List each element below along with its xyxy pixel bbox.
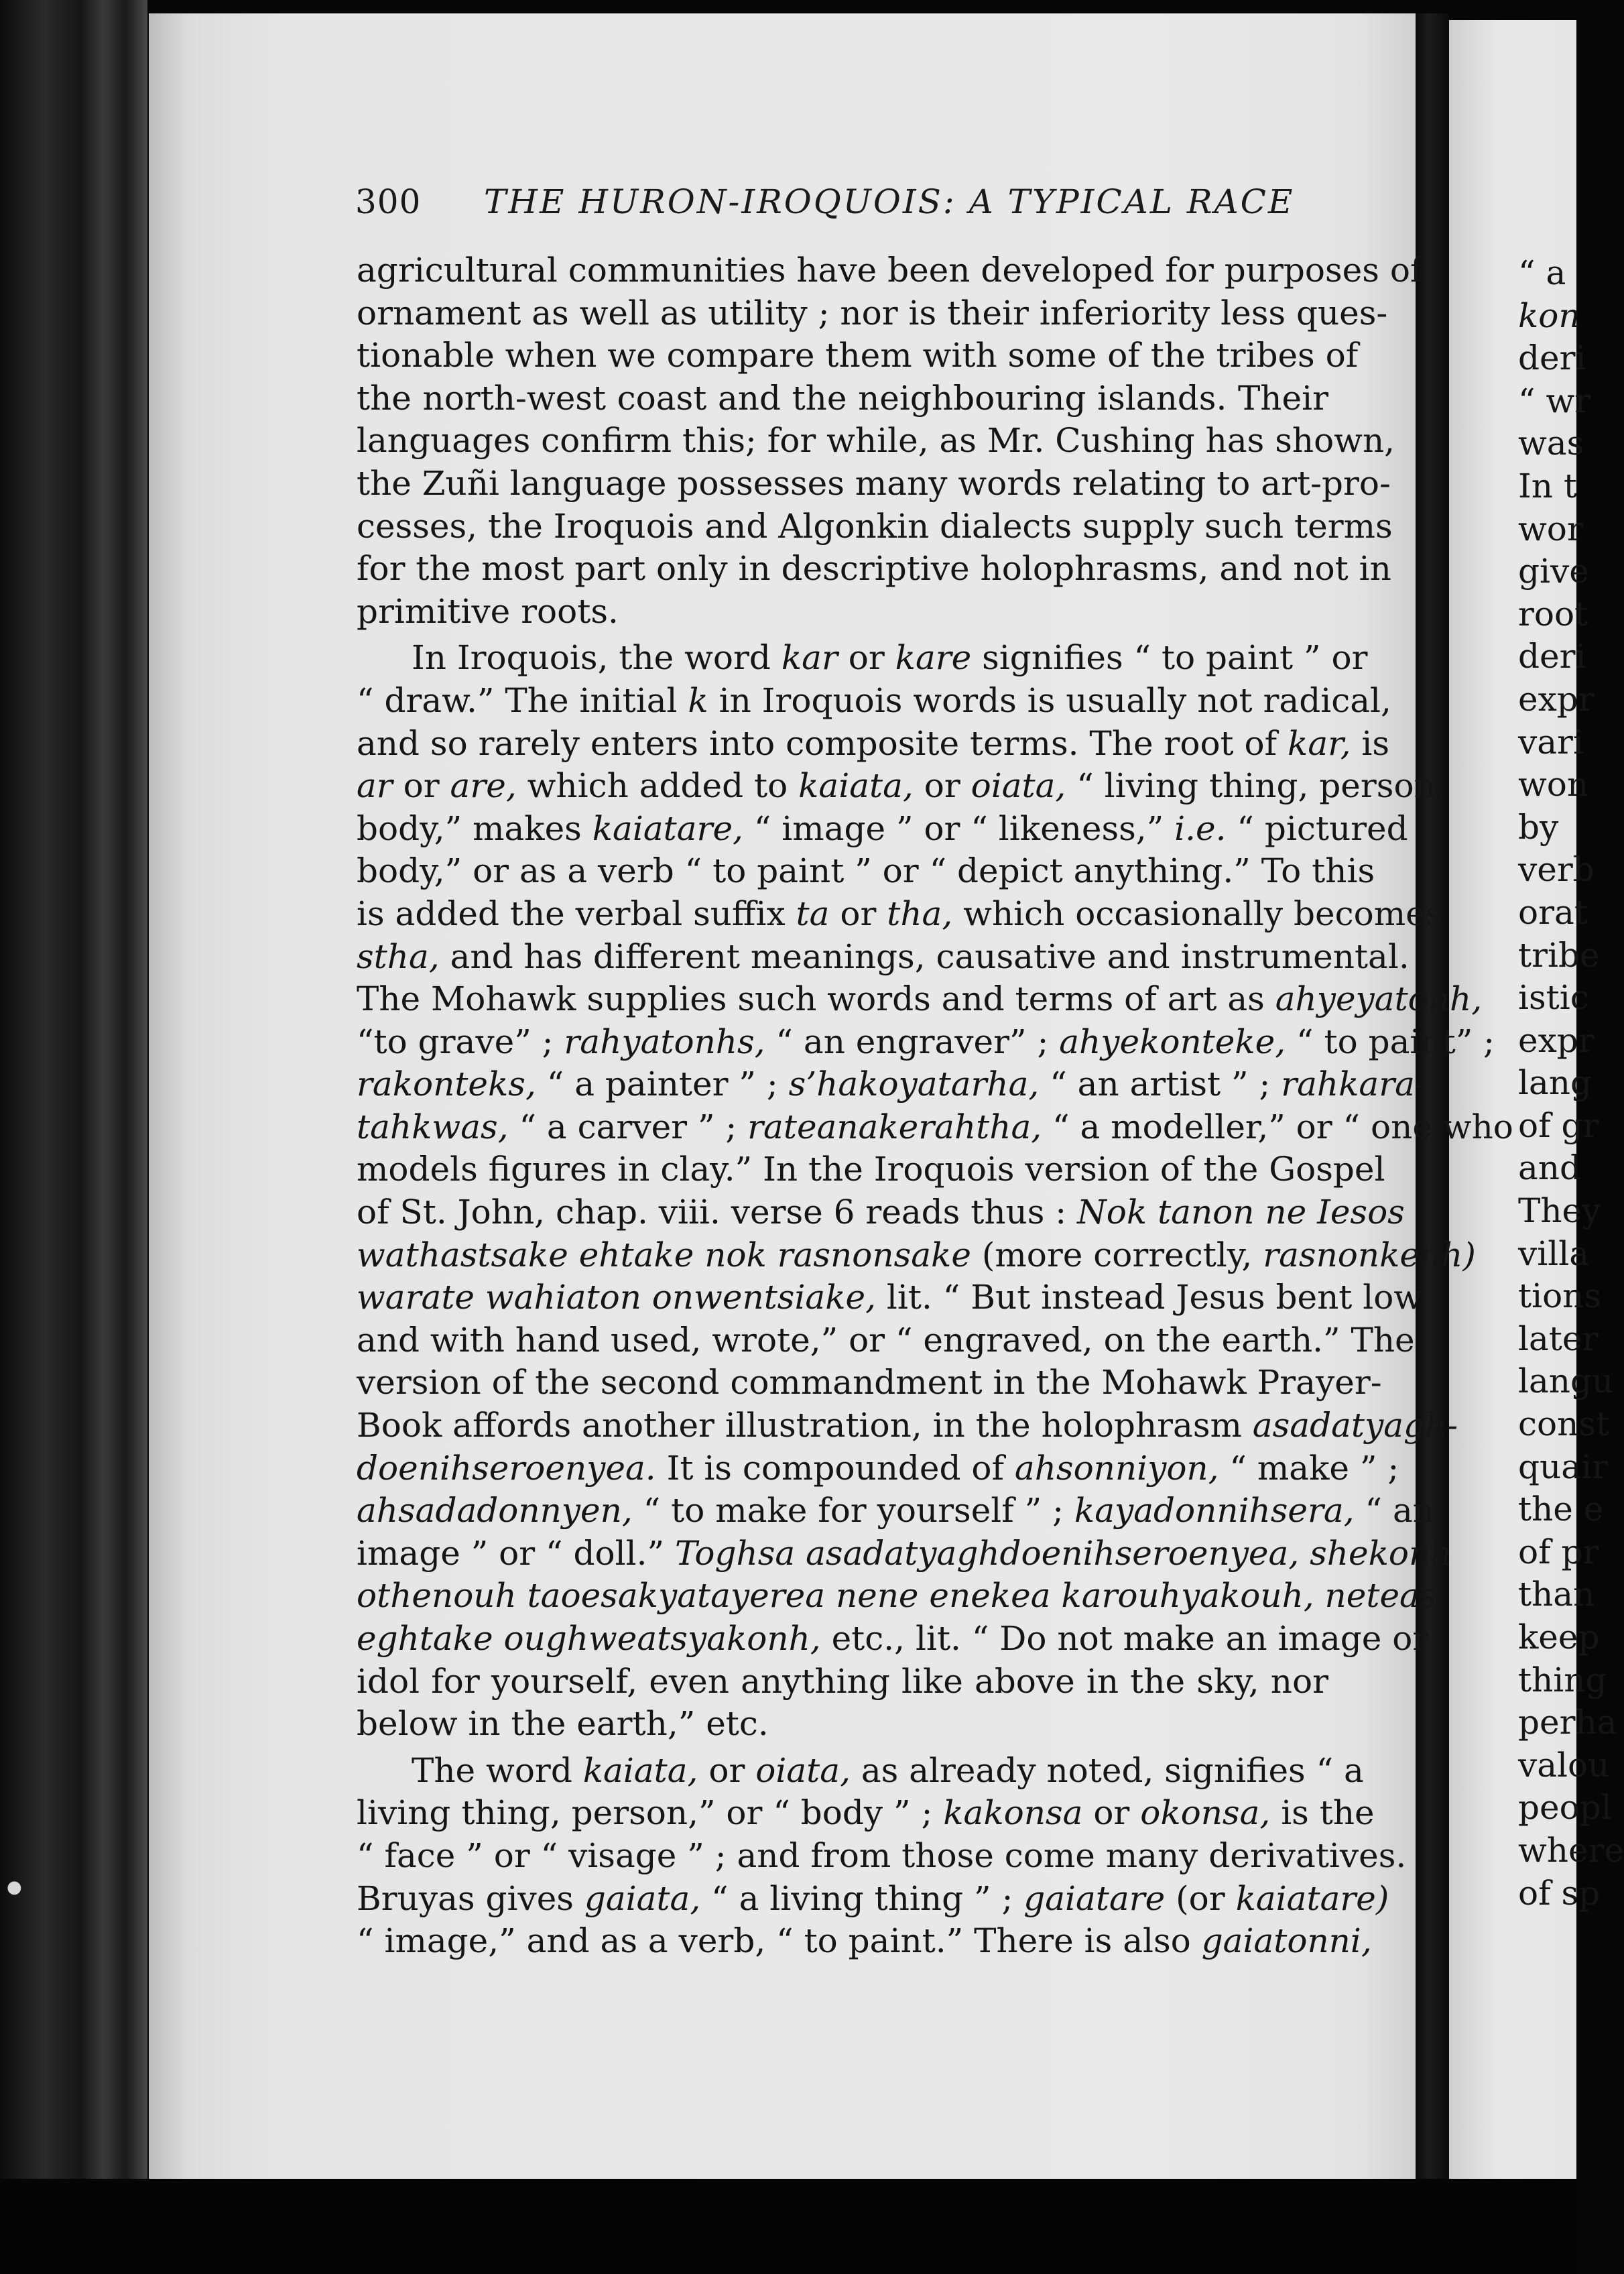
text-run: idol for yourself, even anything like above in the sky, nor <box>357 1661 1328 1701</box>
text-line <box>357 723 1390 766</box>
text-run: “ a modeller,” or “ one who <box>1042 1107 1513 1146</box>
page-header <box>355 182 1295 229</box>
right-page-fragment: kon <box>1518 296 1580 335</box>
text-run: In Iroquois, the word <box>412 638 782 678</box>
text-line <box>357 1362 1382 1404</box>
right-page-fragment: where <box>1518 1830 1624 1870</box>
text-run: Book affords another illustration, in the holophrasm <box>357 1406 1253 1445</box>
italic-term: ta <box>796 894 830 933</box>
right-page-fragment: of sp <box>1518 1873 1601 1913</box>
italic-term: kaiatare) <box>1235 1878 1389 1918</box>
right-page-fragment: of pr <box>1518 1532 1599 1571</box>
text-run: It is compounded of <box>655 1448 1015 1488</box>
text-run: lit. “ But instead Jesus bent low <box>876 1278 1423 1317</box>
book-gutter-left <box>0 0 147 2274</box>
right-page-fragment: deri <box>1518 339 1586 378</box>
right-page-fragment: expr <box>1518 1020 1595 1060</box>
text-run: The word <box>412 1750 583 1790</box>
text-run: or <box>829 894 887 933</box>
italic-term: doenihseroenyea. <box>357 1448 656 1488</box>
italic-term: rakonteks, <box>357 1065 536 1104</box>
italic-term: ahsonniyon, <box>1014 1448 1219 1488</box>
text-line <box>357 1106 1513 1149</box>
italic-term: ahsadadonnyen, <box>357 1491 633 1531</box>
text-run: “ a living thing ” ; <box>700 1878 1024 1918</box>
text-line <box>357 936 1410 979</box>
text-run: is added the verbal suffix <box>357 894 796 933</box>
right-page-fragment: of gr <box>1518 1105 1599 1145</box>
text-run: below in the earth,” etc. <box>357 1704 769 1744</box>
text-run: “ an engraver” ; <box>765 1022 1060 1061</box>
italic-term: s’hakoyatarha, <box>788 1065 1040 1104</box>
right-page-fragment: than <box>1518 1575 1595 1614</box>
text-run: living thing, person,” or “ body ” ; <box>357 1793 944 1833</box>
right-page-fragment: later <box>1518 1319 1599 1358</box>
text-line <box>357 1878 1389 1921</box>
italic-term: kar <box>781 638 838 678</box>
italic-term: gaiatonni, <box>1201 1921 1372 1961</box>
text-line <box>357 1063 1426 1106</box>
italic-term: kare <box>895 638 972 678</box>
text-line <box>357 292 1388 335</box>
text-run: tionable when we compare them with some of the tribes of <box>357 336 1359 375</box>
italic-term: wathastsake ehtake nok rasnonsake <box>357 1235 971 1274</box>
text-line <box>357 1750 1364 1793</box>
text-line <box>357 1276 1423 1319</box>
italic-term: ar <box>357 766 393 806</box>
text-run: of St. John, chap. viii. verse 6 reads thus : <box>357 1193 1078 1232</box>
text-line <box>357 420 1395 463</box>
text-run: cesses, the Iroquois and Algonkin dialects supply such terms <box>357 506 1393 546</box>
text-line <box>357 249 1423 292</box>
text-line <box>357 1703 1328 1746</box>
right-page-fragment: “ wr <box>1518 381 1591 420</box>
text-line <box>357 335 1359 377</box>
text-line <box>357 1618 1429 1661</box>
right-page-fragment: was <box>1518 424 1584 463</box>
text-line <box>357 1234 1476 1277</box>
italic-term: warate wahiaton onwentsiake, <box>357 1278 877 1317</box>
text-line <box>357 893 1443 936</box>
text-run: or <box>837 638 895 678</box>
italic-term: tha, <box>887 894 953 933</box>
right-page-fragment: vari <box>1518 722 1584 762</box>
text-run: or <box>913 766 971 806</box>
text-run: image ” or “ doll.” <box>357 1533 675 1573</box>
italic-term: gaiata, <box>584 1878 701 1918</box>
right-page-fragment: and <box>1518 1148 1582 1188</box>
text-line <box>357 1191 1405 1234</box>
italic-term: rahyatonhs, <box>564 1022 765 1061</box>
text-run: as already noted, signifies “ a <box>850 1750 1364 1790</box>
right-page-fragment: istic <box>1518 978 1589 1018</box>
right-page-fragment: tribe <box>1518 935 1600 975</box>
text-line <box>357 1661 1328 1703</box>
right-page-fragment: keep <box>1518 1618 1600 1657</box>
text-line <box>357 548 1391 591</box>
text-run: (or <box>1165 1878 1236 1918</box>
text-run: “ image ” or “ likeness,” <box>743 809 1175 848</box>
italic-term: stha, <box>357 937 440 976</box>
right-page-fragment: the e <box>1518 1490 1604 1529</box>
text-run: is <box>1351 723 1390 763</box>
text-run: “ draw.” The initial <box>357 680 688 720</box>
text-run: which added to <box>516 766 799 806</box>
italic-term: kaiata, <box>582 1750 698 1790</box>
italic-term: Nok tanon ne Iesos <box>1077 1193 1405 1232</box>
text-run: is the <box>1270 1793 1375 1833</box>
right-page-fragment: peopl <box>1518 1788 1612 1828</box>
running-title: THE HURON-IROQUOIS: A TYPICAL RACE <box>484 182 1295 221</box>
text-run: primitive roots. <box>357 591 619 631</box>
right-page-fragment: valou <box>1518 1745 1610 1785</box>
italic-term: ahyeyatonh, <box>1275 979 1483 1019</box>
text-line <box>357 1835 1407 1878</box>
text-run: “ to make for yourself ” ; <box>632 1491 1074 1531</box>
right-page-fragment: perha <box>1518 1703 1617 1742</box>
italic-term: Toghsa asadatyaghdoenihseroenyea, shekonh <box>674 1533 1452 1573</box>
right-page-fragment: thing <box>1518 1660 1607 1699</box>
right-page-fragment: They <box>1518 1191 1601 1231</box>
text-run: “ image,” and as a verb, “ to paint.” There is also <box>357 1921 1202 1961</box>
text-line <box>357 1404 1458 1447</box>
text-run: “ pictured <box>1226 809 1408 848</box>
right-page-fragment: by <box>1518 807 1559 847</box>
text-run: and so rarely enters into composite terms. The root of <box>357 723 1288 763</box>
text-run: and has different meanings, causative and instrumental. <box>439 937 1410 976</box>
right-page-fragment: tions <box>1518 1276 1602 1316</box>
text-line <box>357 1920 1372 1963</box>
italic-term: i.e. <box>1174 809 1227 848</box>
text-run: agricultural communities have been developed for purposes of <box>357 251 1423 290</box>
right-page-fragment: orat <box>1518 892 1588 932</box>
text-line <box>357 591 1328 634</box>
text-line <box>357 978 1483 1021</box>
italic-term: ahyekonteke, <box>1059 1022 1286 1061</box>
text-line <box>357 680 1391 723</box>
italic-term: rateanakerahtha, <box>747 1107 1042 1146</box>
text-run: “ make ” ; <box>1219 1448 1399 1488</box>
right-page-fragment: In t <box>1518 466 1577 505</box>
right-page-fragment: give <box>1518 552 1589 591</box>
text-run: for the most part only in descriptive holophrasms, and not in <box>357 549 1391 589</box>
italic-term: rasnonkenh) <box>1263 1235 1476 1274</box>
italic-term: rahkara- <box>1281 1065 1426 1104</box>
italic-term: k <box>688 680 708 720</box>
right-page-fragment: langu <box>1518 1362 1614 1401</box>
text-run: The Mohawk supplies such words and terms of art as <box>357 979 1275 1019</box>
text-line <box>357 1447 1399 1490</box>
text-line <box>357 1533 1452 1575</box>
text-run: or <box>1082 1793 1141 1833</box>
text-run: the Zuñi language possesses many words relating to art-pro- <box>357 463 1391 503</box>
text-run: etc., lit. “ Do not make an image or <box>820 1619 1429 1658</box>
text-line <box>357 1490 1434 1533</box>
right-page-fragment: deri <box>1518 637 1586 676</box>
text-run: and with hand used, wrote,” or “ engraved, on the earth.” The <box>357 1320 1415 1360</box>
body-text <box>357 249 1513 1963</box>
italic-term: kayadonnihsera, <box>1074 1491 1355 1531</box>
text-run: languages confirm this; for while, as Mr. Cushing has shown, <box>357 421 1395 461</box>
text-run: “ to paint” ; <box>1286 1022 1495 1061</box>
text-run: signifies “ to paint ” or <box>971 638 1368 678</box>
right-page-fragment: verb <box>1518 850 1595 890</box>
italic-term: gaiatare <box>1023 1878 1166 1918</box>
text-line <box>357 1575 1437 1618</box>
text-line <box>357 850 1375 893</box>
italic-term: othenouh taoesakyatayerea nene enekea karouhyakouh, neteas <box>357 1576 1437 1616</box>
text-run: body,” makes <box>357 809 592 848</box>
text-run: “ an <box>1354 1491 1434 1531</box>
text-run: the north-west coast and the neighbouring islands. Their <box>357 378 1328 418</box>
italic-term: oiata, <box>755 1750 851 1790</box>
text-line <box>357 808 1408 851</box>
text-line <box>357 1148 1385 1191</box>
right-page-fragment: villa <box>1518 1234 1590 1273</box>
italic-term: are, <box>450 766 517 806</box>
text-line <box>357 463 1391 505</box>
text-line <box>357 505 1393 548</box>
right-page-fragment: “ a <box>1518 253 1566 292</box>
text-run: “to grave” ; <box>357 1022 564 1061</box>
right-page-fragment: const <box>1518 1404 1610 1444</box>
text-run: “ an artist ” ; <box>1039 1065 1282 1104</box>
right-page-text-fragments <box>1518 252 1624 1915</box>
italic-term: tahkwas, <box>357 1107 509 1146</box>
text-run: “ face ” or “ visage ” ; and from those come many derivatives. <box>357 1836 1407 1875</box>
text-run: or <box>392 766 450 806</box>
text-run: which occasionally becomes <box>952 894 1443 933</box>
italic-term: oiata, <box>971 766 1066 806</box>
right-page-fragment: won <box>1518 765 1589 804</box>
text-run: body,” or as a verb “ to paint ” or “ depict anything.” To this <box>357 851 1375 891</box>
text-line <box>357 1021 1495 1064</box>
italic-term: kakonsa <box>943 1793 1083 1833</box>
text-run: models figures in clay.” In the Iroquois version of the Gospel <box>357 1150 1385 1189</box>
text-run: or <box>698 1750 756 1790</box>
right-page-fragment: lang <box>1518 1063 1592 1103</box>
italic-term: kar, <box>1288 723 1351 763</box>
text-line <box>357 377 1328 420</box>
right-page-fragment: wor <box>1518 509 1583 548</box>
text-line <box>357 637 1368 680</box>
text-run: “ a carver ” ; <box>508 1107 748 1146</box>
text-run: ornament as well as utility ; nor is their inferiority less ques- <box>357 293 1388 333</box>
text-run: Bruyas gives <box>357 1878 584 1918</box>
text-run: version of the second commandment in the Mohawk Prayer- <box>357 1363 1382 1402</box>
text-run: “ a painter ” ; <box>536 1065 789 1104</box>
right-page-fragment: expr <box>1518 679 1595 719</box>
italic-term: eghtake oughweatsyakonh, <box>357 1619 821 1658</box>
italic-term: kaiata, <box>798 766 914 806</box>
italic-term: kaiatare, <box>592 809 743 848</box>
right-page-fragment: quair <box>1518 1447 1608 1486</box>
scan-bottom-edge <box>0 2179 1576 2274</box>
text-run: (more correctly, <box>971 1235 1263 1274</box>
italic-term: asadatyagh- <box>1252 1406 1458 1445</box>
text-run: in Iroquois words is usually not radical, <box>708 680 1391 720</box>
page-number: 300 <box>355 182 422 221</box>
italic-term: okonsa, <box>1140 1793 1271 1833</box>
right-page-fragment: root <box>1518 594 1588 634</box>
text-line <box>357 1792 1375 1835</box>
text-line <box>357 765 1446 808</box>
text-line <box>357 1319 1415 1362</box>
scan-speck: • <box>194 1944 200 1955</box>
text-run: “ living thing, person, <box>1066 766 1446 806</box>
scan-speck: ● <box>7 1877 22 1897</box>
